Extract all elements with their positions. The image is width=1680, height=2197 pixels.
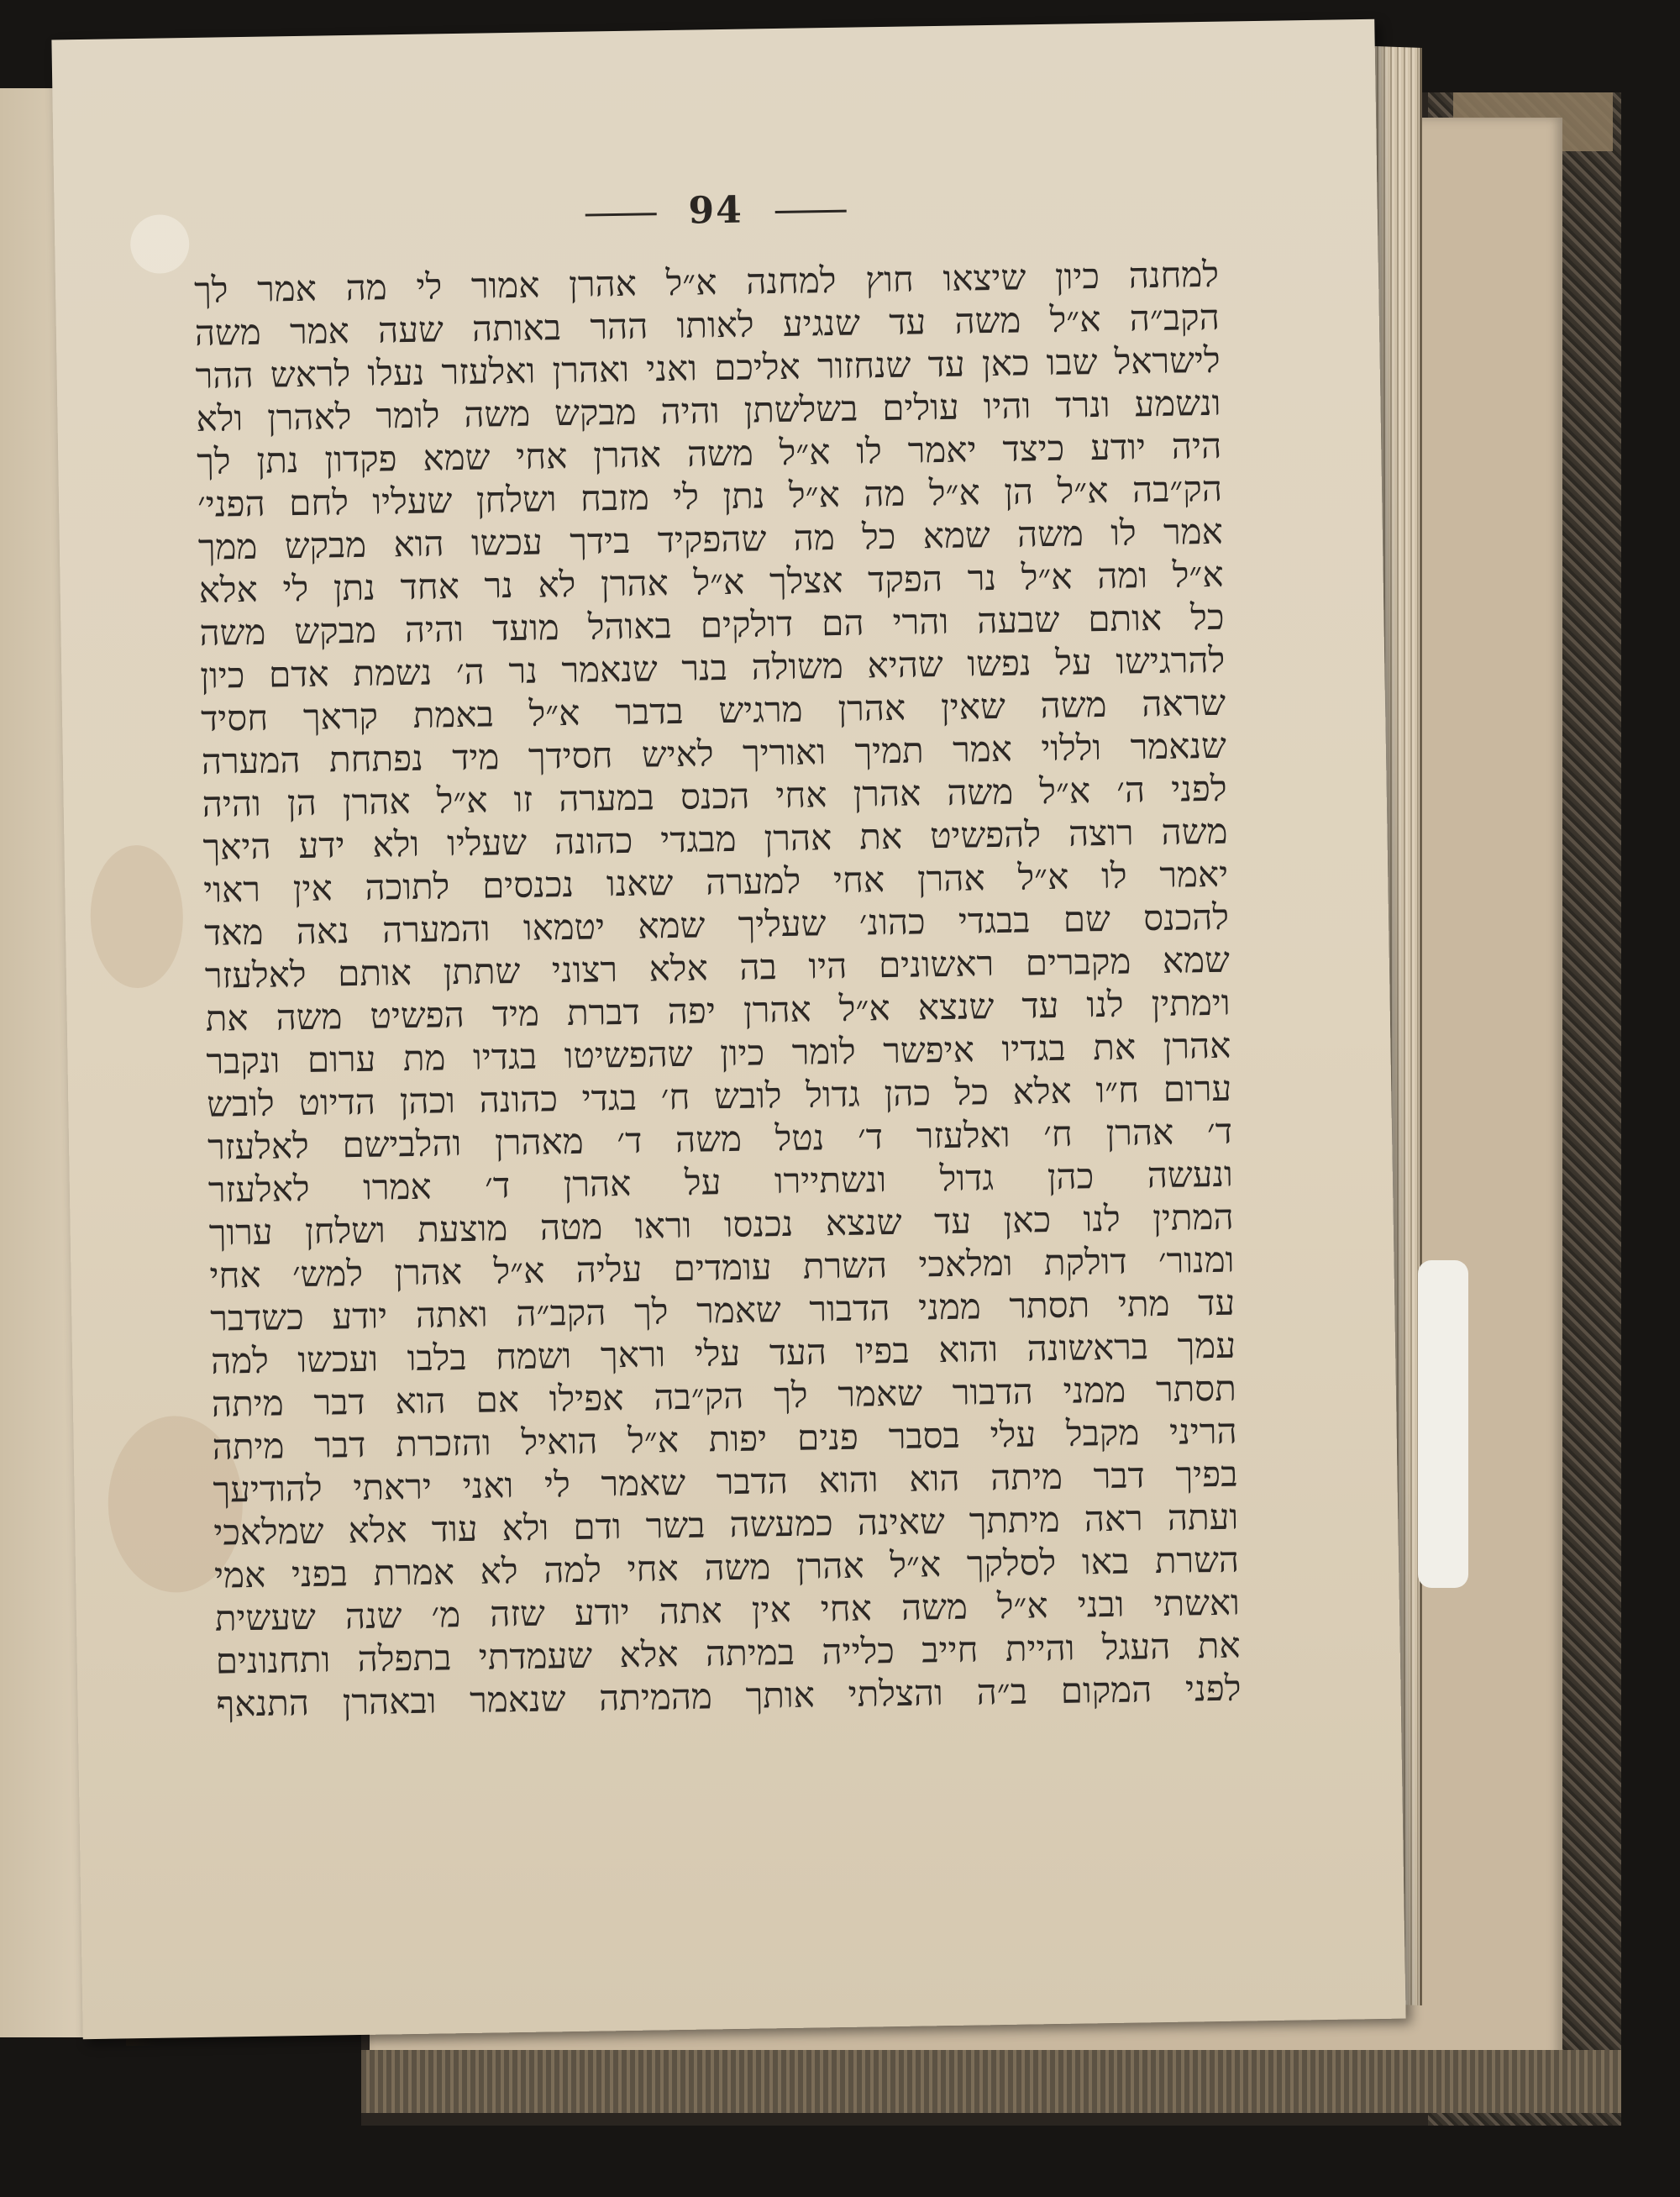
text-line: הק״בה א״ל הן א״ל מה א״ל נתן לי מזבח ושלחן שעליו לחם הפני׳: [197, 467, 1223, 525]
header-rule-right: [775, 210, 847, 213]
text-line: א״ל ומה א״ל נר הפקד אצלך א״ל אהרן לא נר אחד נתן לי אלא: [198, 553, 1224, 611]
paper-tab-marker: [1418, 1260, 1468, 1588]
text-line: ונעשה כהן גדול ונשתיירו על אהרן ד׳ אמרו לאלעזר: [207, 1153, 1234, 1211]
text-line: לפני המקום ב״ה והצלתי אותך מהמיתה שנאמר ובאהרן התנאף: [216, 1667, 1242, 1725]
text-line: להכנס שם בבגדי כהונ׳ שעליך שמא יטמאו והמערה נאה מאד: [203, 896, 1230, 954]
text-line: ד׳ אהרן ח׳ ואלעזר ד׳ נטל משה ד׳ מאהרן והלבישם לאלעזר: [207, 1110, 1233, 1168]
body-text: [194, 253, 1242, 1726]
text-line: ונשמע ונרד והיו עולים בשלשתן והיה מבקש משה לומר לאהרן ולא: [196, 381, 1221, 439]
text-line: שראה משה שאין אהרן מרגיש בדבר א״ל באמת קראך חסיד: [200, 681, 1226, 739]
page-number: 94: [688, 188, 744, 233]
header-rule-left: [585, 213, 657, 216]
text-line: וימתין לנו עד שנצא א״ל אהרן יפה דברת מיד הפשיט משה את: [205, 981, 1231, 1039]
text-line: ואשתי ובני א״ל משה אחי אין אתה יודע שזה מ׳ שנה שעשית: [214, 1581, 1241, 1639]
text-line: את העגל והיית חייב כלייה במיתה אלא שעמדתי בתפלה ותחנונים: [215, 1624, 1241, 1682]
text-line: בפיך דבר מיתה הוא והוא הדבר שאמר לי ואני יראתי להודיעך: [213, 1453, 1238, 1511]
page-number-header: [54, 179, 1378, 243]
text-line: עמך בראשונה והוא בפיו העד עלי וראך ושמח בלבו ועכשו למה: [210, 1324, 1236, 1382]
text-line: המתין לנו כאן עד שנצא נכנסו וראו מטה מוצעת ושלחן ערוך: [208, 1196, 1234, 1254]
text-line: ערום ח״ו אלא כל כהן גדול לובש ח׳ בגדי כהונה וכהן הדיוט לובש: [206, 1067, 1232, 1125]
book-cover-bottom-edge: [361, 2050, 1621, 2113]
text-line: לישראל שבו כאן עד שנחזור אליכם ואני ואהרן ואלעזר נעלו לראש ההר: [195, 339, 1221, 397]
text-line: יאמר לו א״ל אהרן אחי למערה שאנו נכנסים לתוכה אין ראוי: [202, 853, 1229, 911]
text-line: הריני מקבל עלי בסבר פנים יפות א״ל הואיל והזכרת דבר מיתה: [212, 1410, 1237, 1468]
text-line: למחנה כיון שיצאו חוץ למחנה א״ל אהרן אמור לי מה אמר לך: [193, 253, 1220, 311]
text-line: אמר לו משה שמא כל מה שהפקיד בידך עכשו הוא מבקש ממך: [197, 510, 1224, 568]
text-line: הקב״ה א״ל משה עד שנגיע לאותו ההר באותה שעה אמר משה: [194, 296, 1221, 354]
text-line: היה יודע כיצד יאמר לו א״ל משה אהרן אחי שמא פקדון נתן לך: [196, 424, 1222, 482]
book-page: [51, 19, 1405, 2039]
text-line: לפני ה׳ א״ל משה אהרן אחי הכנס במערה זו א״ל אהרן הן והיה: [202, 767, 1227, 825]
text-line: אהרן את בגדיו איפשר לומר כיון שהפשיטו בגדיו מת ערום ונקבר: [206, 1024, 1231, 1082]
text-line: שמא מקברים ראשונים היו בה אלא רצוני שתתן אותם לאלעזר: [204, 938, 1231, 996]
text-line: להרגישו על נפשו שהיא משולה בנר שנאמר נר ה׳ נשמת אדם כיון: [199, 639, 1226, 696]
text-line: ומנור׳ דולקת ומלאכי השרת עומדים עליה א״ל אהרן למש׳ אחי: [209, 1238, 1235, 1296]
text-line: עד מתי תסתר ממני הדבור שאמר לך הקב״ה ואתה יודע כשדבר: [209, 1281, 1236, 1339]
text-line: כל אותם שבעה והרי הם דולקים באוהל מועד והיה מבקש משה: [199, 596, 1225, 654]
paper-stain: [89, 844, 184, 989]
text-line: השרת באו לסלקך א״ל אהרן משה אחי למה לא אמרת בפני אמי: [213, 1538, 1240, 1596]
text-line: שנאמר וללוי אמר תמיך ואוריך לאיש חסידך מיד נפתחת המערה: [201, 724, 1227, 782]
text-line: משה רוצה להפשיט את אהרן מבגדי כהונה שעליו ולא ידע היאך: [202, 810, 1228, 868]
text-line: ועתה ראה מיתתך שאינה כמעשה בשר ודם ולא עוד אלא שמלאכי: [213, 1495, 1239, 1553]
text-line: תסתר ממני הדבור שאמר לך הק״בה אפילו אם הוא דבר מיתה: [211, 1367, 1237, 1425]
